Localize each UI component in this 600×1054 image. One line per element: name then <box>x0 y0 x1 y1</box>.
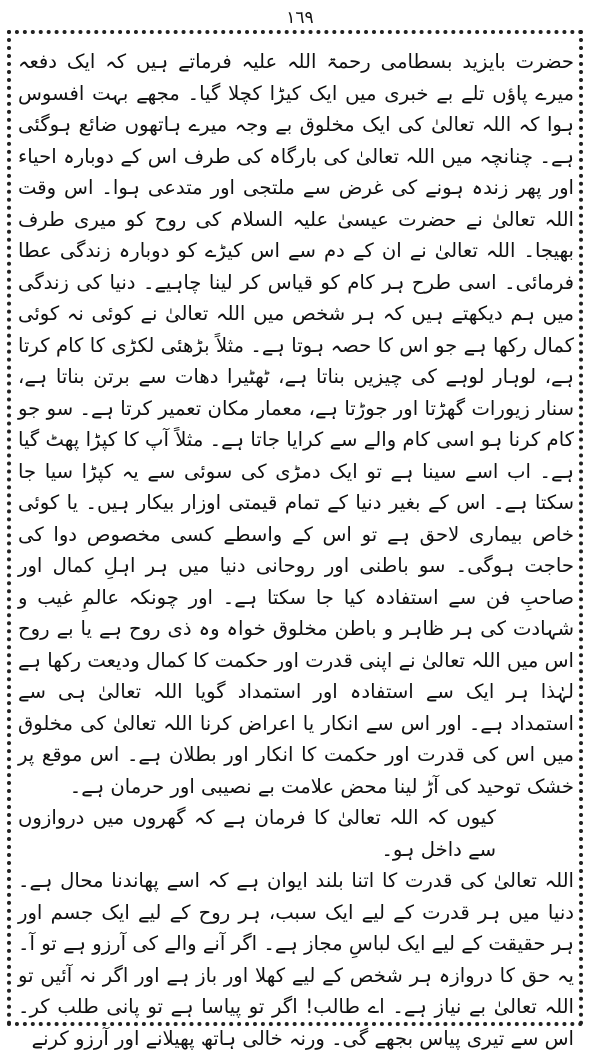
paragraph-bayazid-story: حضرت بایزید بسطامی رحمۃ اللہ علیہ فرماتے ہیں کہ ایک دفعہ میرے پاؤں تلے بے خبری میں ایک کیڑا کچلا گیا۔ مجھے بہت افسوس ہوا کہ اللہ تعالیٰ کی ایک مخلوق بے وجہ میرے ہاتھوں ضائع ہوگئی ہے۔ چنانچہ میں اللہ تعالیٰ کی بارگاہ کی طرف اس کے دوبارہ احیاء اور پھر زندہ ہونے کی غرض سے ملتجی اور متدعی ہوا۔ اس وقت اللہ تعالیٰ نے حضرت عیسیٰ علیہ السلام کی روح کو میری طرف بھیجا۔ اللہ تعالیٰ نے ان کے دم سے اس کیڑے کو دوبارہ زندگی عطا فرمائی۔ اسی طرح ہر کام کو قیاس کر لینا چاہیے۔ دنیا کی زندگی میں ہم دیکھتے ہیں کہ ہر شخص میں اللہ تعالیٰ نے کوئی نہ کوئی کمال رکھا ہے جو اس کا حصہ ہوتا ہے۔ مثلاً بڑھئی لکڑی کا کام کرتا ہے، لوہار لوہے کی چیزیں بناتا ہے، ٹھٹیرا دھات سے برتن بناتا ہے، سنار زیورات گھڑتا اور جوڑتا ہے، معمار مکان تعمیر کرتا ہے۔ سو جو کام کرنا ہو اسی کام والے سے کرایا جاتا ہے۔ مثلاً آپ کا کپڑا پھٹ گیا ہے۔ اب اسے سینا ہے تو ایک دمڑی کی سوئی سے یہ کپڑا سیا جا سکتا ہے۔ اس کے بغیر دنیا کے تمام قیمتی اوزار بیکار ہیں۔ یا کوئی خاص بیماری لاحق ہے تو اس کے واسطے کسی مخصوص دوا کی حاجت ہوگی۔ سو باطنی اور روحانی دنیا میں ہر اہلِ کمال اور صاحبِ فن سے استفادہ کیا جا سکتا ہے۔ اور چونکہ عالمِ غیب و شہادت کی ہر ظاہر و باطن مخلوق خواہ وہ ذی روح ہے یا بے روح اس میں اللہ تعالیٰ نے اپنی قدرت اور حکمت کا کمال ودیعت رکھا ہے لہٰذا ہر ایک سے استفادہ اور استمداد گویا اللہ تعالیٰ ہی سے استمداد ہے۔ اور اس سے انکار یا اعراض کرنا اللہ تعالیٰ کی مخلوق میں اس کی قدرت اور حکمت کا انکار اور بطلان ہے۔ اس موقع پر خشک توحید کی آڑ لینا محض علامت بے نصیبی اور حرمان ہے۔ <box>18 50 574 798</box>
paragraph-quran-reference: کیوں کہ اللہ تعالیٰ کا فرمان ہے کہ گھروں میں دروازوں سے داخل ہو۔ <box>18 806 496 861</box>
paragraph-divine-power: اللہ تعالیٰ کی قدرت کا اتنا بلند ایوان ہے کہ اسے پھاندنا محال ہے۔ دنیا میں ہر قدرت کے لیے ایک سبب، ہر روح کے لیے ایک جسم اور ہر حقیقت کے لیے ایک لباسِ مجاز ہے۔ اگر آنے والے کی آرزو ہے تو آ۔ یہ حق کا دروازہ ہر شخص کے لیے کھلا اور باز ہے اور اگر نہ آئیں تو اللہ تعالیٰ بے نیاز ہے۔ اے طالب! اگر تو پیاسا ہے تو پانی طلب کر۔ اس سے تیری پیاس بجھے گی۔ ورنہ خالی ہاتھ پھیلانے اور آرزو کرنے <box>18 869 574 1050</box>
page-number: ١٦٩ <box>286 8 314 28</box>
page-body <box>18 46 574 1054</box>
